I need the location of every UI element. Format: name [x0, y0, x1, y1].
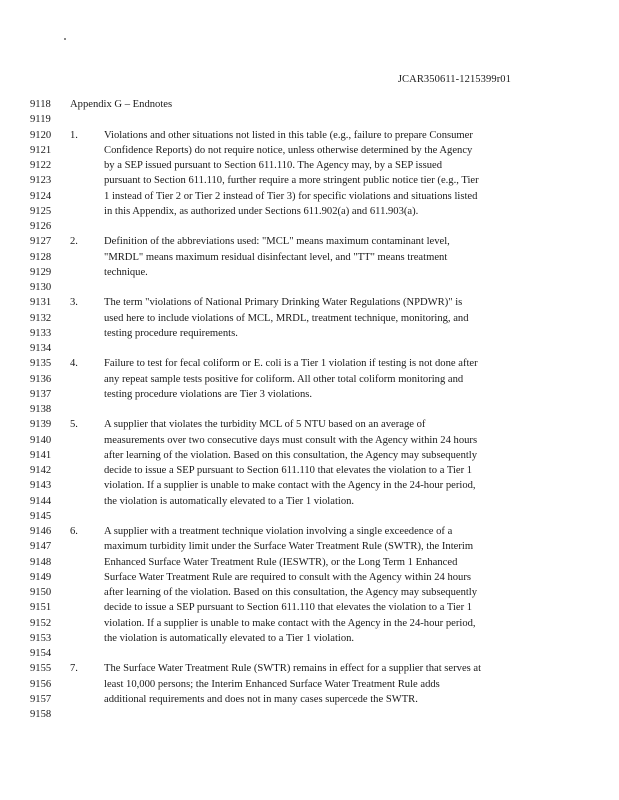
document-line	[0, 661, 619, 676]
document-line	[0, 219, 619, 234]
document-line	[0, 585, 619, 600]
document-line	[0, 250, 619, 265]
document-line	[0, 509, 619, 524]
endnote-text: additional requirements and does not in many cases supercede the SWTR.	[104, 693, 418, 705]
line-number: 9144	[30, 495, 52, 507]
line-number: 9127	[30, 236, 52, 248]
scan-speck	[64, 38, 66, 40]
line-number: 9147	[30, 541, 52, 553]
line-number: 9154	[30, 648, 52, 659]
endnote-text: measurements over two consecutive days must consult with the Agency within 24 hours	[104, 434, 478, 446]
document-line	[0, 616, 619, 631]
endnote-text: "MRDL" means maximum residual disinfectant level, and "TT" means treatment	[104, 251, 448, 263]
document-line	[0, 97, 619, 112]
endnote-number: 6.	[70, 526, 78, 537]
line-number: 9120	[30, 129, 52, 141]
document-line	[0, 600, 619, 615]
line-number: 9137	[30, 388, 52, 400]
endnote-text: by a SEP issued pursuant to Section 611.110. The Agency may, by a SEP issued	[104, 160, 442, 171]
line-number: 9132	[30, 312, 52, 324]
document-line	[0, 356, 619, 371]
document-line	[0, 570, 619, 585]
document-line	[0, 311, 619, 326]
endnote-text: Violations and other situations not listed in this table (e.g., failure to prepare Consumer	[104, 129, 473, 141]
endnote-text: after learning of the violation. Based on this consultation, the Agency may subsequently	[104, 587, 478, 598]
line-number: 9141	[30, 449, 52, 461]
line-number: 9145	[30, 510, 52, 522]
document-line	[0, 128, 619, 143]
line-number: 9129	[30, 266, 52, 278]
line-number: 9125	[30, 205, 52, 217]
document-line	[0, 143, 619, 158]
document-line	[0, 402, 619, 417]
endnote-text: after learning of the violation. Based on this consultation, the Agency may subsequently	[104, 449, 478, 461]
endnote-text: 1 instead of Tier 2 or Tier 2 instead of Tier 3) for specific violations and situations listed	[104, 190, 478, 202]
endnote-text: in this Appendix, as authorized under Sections 611.902(a) and 611.903(a).	[104, 205, 419, 217]
line-number: 9156	[30, 678, 52, 690]
endnote-text: Definition of the abbreviations used: "MCL" means maximum contaminant level,	[104, 236, 450, 248]
endnote-text: A supplier that violates the turbidity MCL of 5 NTU based on an average of	[104, 419, 426, 431]
document-line	[0, 326, 619, 341]
endnote-text: Failure to test for fecal coliform or E. coli is a Tier 1 violation if testing is not done after	[104, 358, 478, 370]
document-line	[0, 265, 619, 280]
endnote-text: decide to issue a SEP pursuant to Section 611.110 that elevates the violation to a Tier 1	[104, 465, 473, 476]
endnote-text: A supplier with a treatment technique violation involving a single exceedence of a	[104, 526, 453, 537]
line-number: 9138	[30, 404, 52, 415]
document-line	[0, 524, 619, 539]
endnote-text: decide to issue a SEP pursuant to Section 611.110 that elevates the violation to a Tier 1	[104, 602, 473, 614]
endnote-text: The Surface Water Treatment Rule (SWTR) remains in effect for a supplier that serves at	[104, 663, 482, 675]
document-line	[0, 341, 619, 356]
endnote-number: 5.	[70, 419, 78, 431]
line-number: 9151	[30, 602, 52, 614]
document-line	[0, 204, 619, 219]
endnote-text: used here to include violations of MCL, MRDL, treatment technique, monitoring, and	[104, 312, 469, 324]
line-number: 9126	[30, 221, 52, 232]
line-number: 9140	[30, 434, 52, 446]
endnote-number: 7.	[70, 663, 78, 675]
document-line	[0, 387, 619, 402]
line-number: 9146	[30, 526, 52, 537]
document-line	[0, 158, 619, 173]
endnote-text: least 10,000 persons; the Interim Enhanced Surface Water Treatment Rule adds	[104, 678, 440, 690]
document-line	[0, 448, 619, 463]
line-number: 9119	[30, 114, 51, 126]
document-line	[0, 478, 619, 493]
endnote-text: the violation is automatically elevated to a Tier 1 violation.	[104, 495, 355, 507]
line-number: 9121	[30, 144, 52, 156]
endnote-text: The term "violations of National Primary Drinking Water Regulations (NPDWR)" is	[104, 297, 463, 309]
endnote-text: Enhanced Surface Water Treatment Rule (IESWTR), or the Long Term 1 Enhanced	[104, 556, 458, 568]
endnote-text: maximum turbidity limit under the Surface Water Treatment Rule (SWTR), the Interim	[104, 541, 474, 553]
document-line	[0, 646, 619, 661]
line-number: 9149	[30, 571, 52, 583]
endnote-text: violation. If a supplier is unable to make contact with the Agency in the 24-hour period,	[104, 480, 476, 492]
document-line	[0, 234, 619, 249]
document-line	[0, 433, 619, 448]
endnote-text: any repeat sample tests positive for coliform. All other total coliform monitoring and	[104, 373, 464, 385]
section-title: Appendix G – Endnotes	[70, 99, 173, 110]
endnote-text: testing procedure requirements.	[104, 327, 238, 339]
document-line	[0, 173, 619, 188]
line-number: 9148	[30, 556, 52, 568]
endnote-number: 4.	[70, 358, 78, 370]
document-line	[0, 280, 619, 295]
line-number: 9142	[30, 465, 52, 476]
line-number: 9143	[30, 480, 52, 492]
line-number: 9158	[30, 709, 52, 720]
line-number: 9136	[30, 373, 52, 385]
endnote-text: Surface Water Treatment Rule are required to consult with the Agency within 24 hours	[104, 571, 471, 583]
document-line	[0, 677, 619, 692]
document-line	[0, 539, 619, 554]
line-number: 9123	[30, 175, 52, 187]
document-line	[0, 692, 619, 707]
line-number: 9135	[30, 358, 52, 370]
endnote-number: 3.	[70, 297, 78, 309]
document-line	[0, 417, 619, 432]
document-line	[0, 189, 619, 204]
line-number: 9130	[30, 282, 52, 293]
line-number: 9152	[30, 617, 52, 629]
document-body	[0, 97, 619, 722]
line-number: 9131	[30, 297, 52, 309]
document-line	[0, 555, 619, 570]
line-number: 9124	[30, 190, 52, 202]
document-id: JCAR350611-1215399r01	[397, 74, 511, 85]
line-number: 9133	[30, 327, 52, 339]
endnote-number: 2.	[70, 236, 78, 248]
line-number: 9139	[30, 419, 52, 431]
endnote-text: Confidence Reports) do not require notice, unless otherwise determined by the Agency	[104, 144, 473, 156]
line-number: 9153	[30, 632, 52, 644]
line-number: 9150	[30, 587, 52, 598]
endnote-number: 1.	[70, 129, 78, 141]
document-line	[0, 372, 619, 387]
endnote-text: violation. If a supplier is unable to make contact with the Agency in the 24-hour period,	[104, 617, 476, 629]
document-line	[0, 494, 619, 509]
endnote-text: technique.	[104, 266, 148, 278]
line-number: 9128	[30, 251, 52, 263]
line-number: 9122	[30, 160, 52, 171]
line-number: 9134	[30, 343, 52, 354]
document-line	[0, 112, 619, 127]
document-line	[0, 463, 619, 478]
endnote-text: testing procedure violations are Tier 3 violations.	[104, 388, 313, 400]
document-line	[0, 707, 619, 722]
line-number: 9155	[30, 663, 52, 675]
line-number: 9118	[30, 99, 51, 110]
line-number: 9157	[30, 693, 52, 705]
endnote-text: pursuant to Section 611.110, further require a more stringent public notice tier (e.g., Tier	[104, 175, 479, 187]
document-line	[0, 631, 619, 646]
endnote-text: the violation is automatically elevated to a Tier 1 violation.	[104, 632, 355, 644]
document-line	[0, 295, 619, 310]
